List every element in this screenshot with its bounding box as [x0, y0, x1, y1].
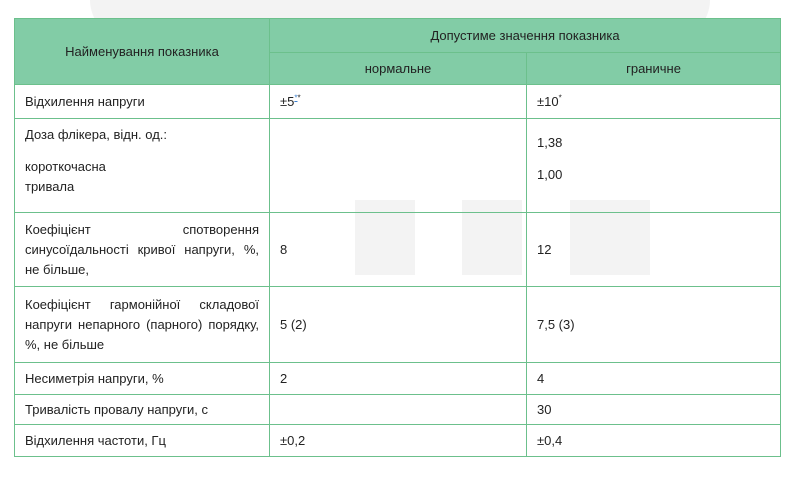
row-normal	[270, 395, 527, 425]
row-normal: 8	[270, 213, 527, 287]
flicker-long: тривала	[25, 179, 75, 194]
row-name: Несиметрія напруги, %	[15, 363, 270, 395]
row-limit: 4	[527, 363, 781, 395]
power-quality-table	[14, 18, 781, 457]
table-row	[15, 119, 781, 213]
table-row	[15, 287, 781, 363]
row-normal	[270, 85, 527, 119]
table-row	[15, 213, 781, 287]
row-name: Тривалість провалу напруги, с	[15, 395, 270, 425]
row-normal	[270, 119, 527, 213]
flicker-short-limit: 1,38	[537, 135, 563, 150]
header-name: Найменування показника	[15, 19, 270, 85]
footnote-link[interactable]: *	[294, 93, 298, 103]
flicker-long-limit: 1,00	[537, 167, 563, 182]
row-limit	[527, 85, 781, 119]
row-normal: 2	[270, 363, 527, 395]
row-name: Відхилення частоти, Гц	[15, 425, 270, 457]
row-limit: 30	[527, 395, 781, 425]
row-name: Коефіцієнт спотворення синусоїдальності кривої напруги, %, не більше,	[15, 213, 270, 287]
table-row	[15, 85, 781, 119]
row-limit: 12	[527, 213, 781, 287]
value: ±10	[537, 93, 559, 109]
flicker-short: короткочасна	[25, 159, 106, 174]
row-limit: 7,5 (3)	[527, 287, 781, 363]
row-limit: ±0,4	[527, 425, 781, 457]
table-row	[15, 363, 781, 395]
row-name: Відхилення напруги	[15, 85, 270, 119]
header-values-group: Допустиме значення показника	[270, 19, 781, 53]
footnote-mark: *	[558, 93, 562, 103]
table-row	[15, 395, 781, 425]
row-name: Коефіцієнт гармонійної складової напруги непарного (парного) порядку, %, не більше	[15, 287, 270, 363]
row-normal: ±0,2	[270, 425, 527, 457]
header-normal: нормальне	[270, 53, 527, 85]
row-normal: 5 (2)	[270, 287, 527, 363]
header-limit: граничне	[527, 53, 781, 85]
row-name	[15, 119, 270, 213]
value: ±5	[280, 93, 295, 109]
flicker-title: Доза флікера, відн. од.:	[25, 127, 168, 142]
table-row	[15, 425, 781, 457]
footnote-mark: *	[297, 93, 301, 103]
row-limit	[527, 119, 781, 213]
